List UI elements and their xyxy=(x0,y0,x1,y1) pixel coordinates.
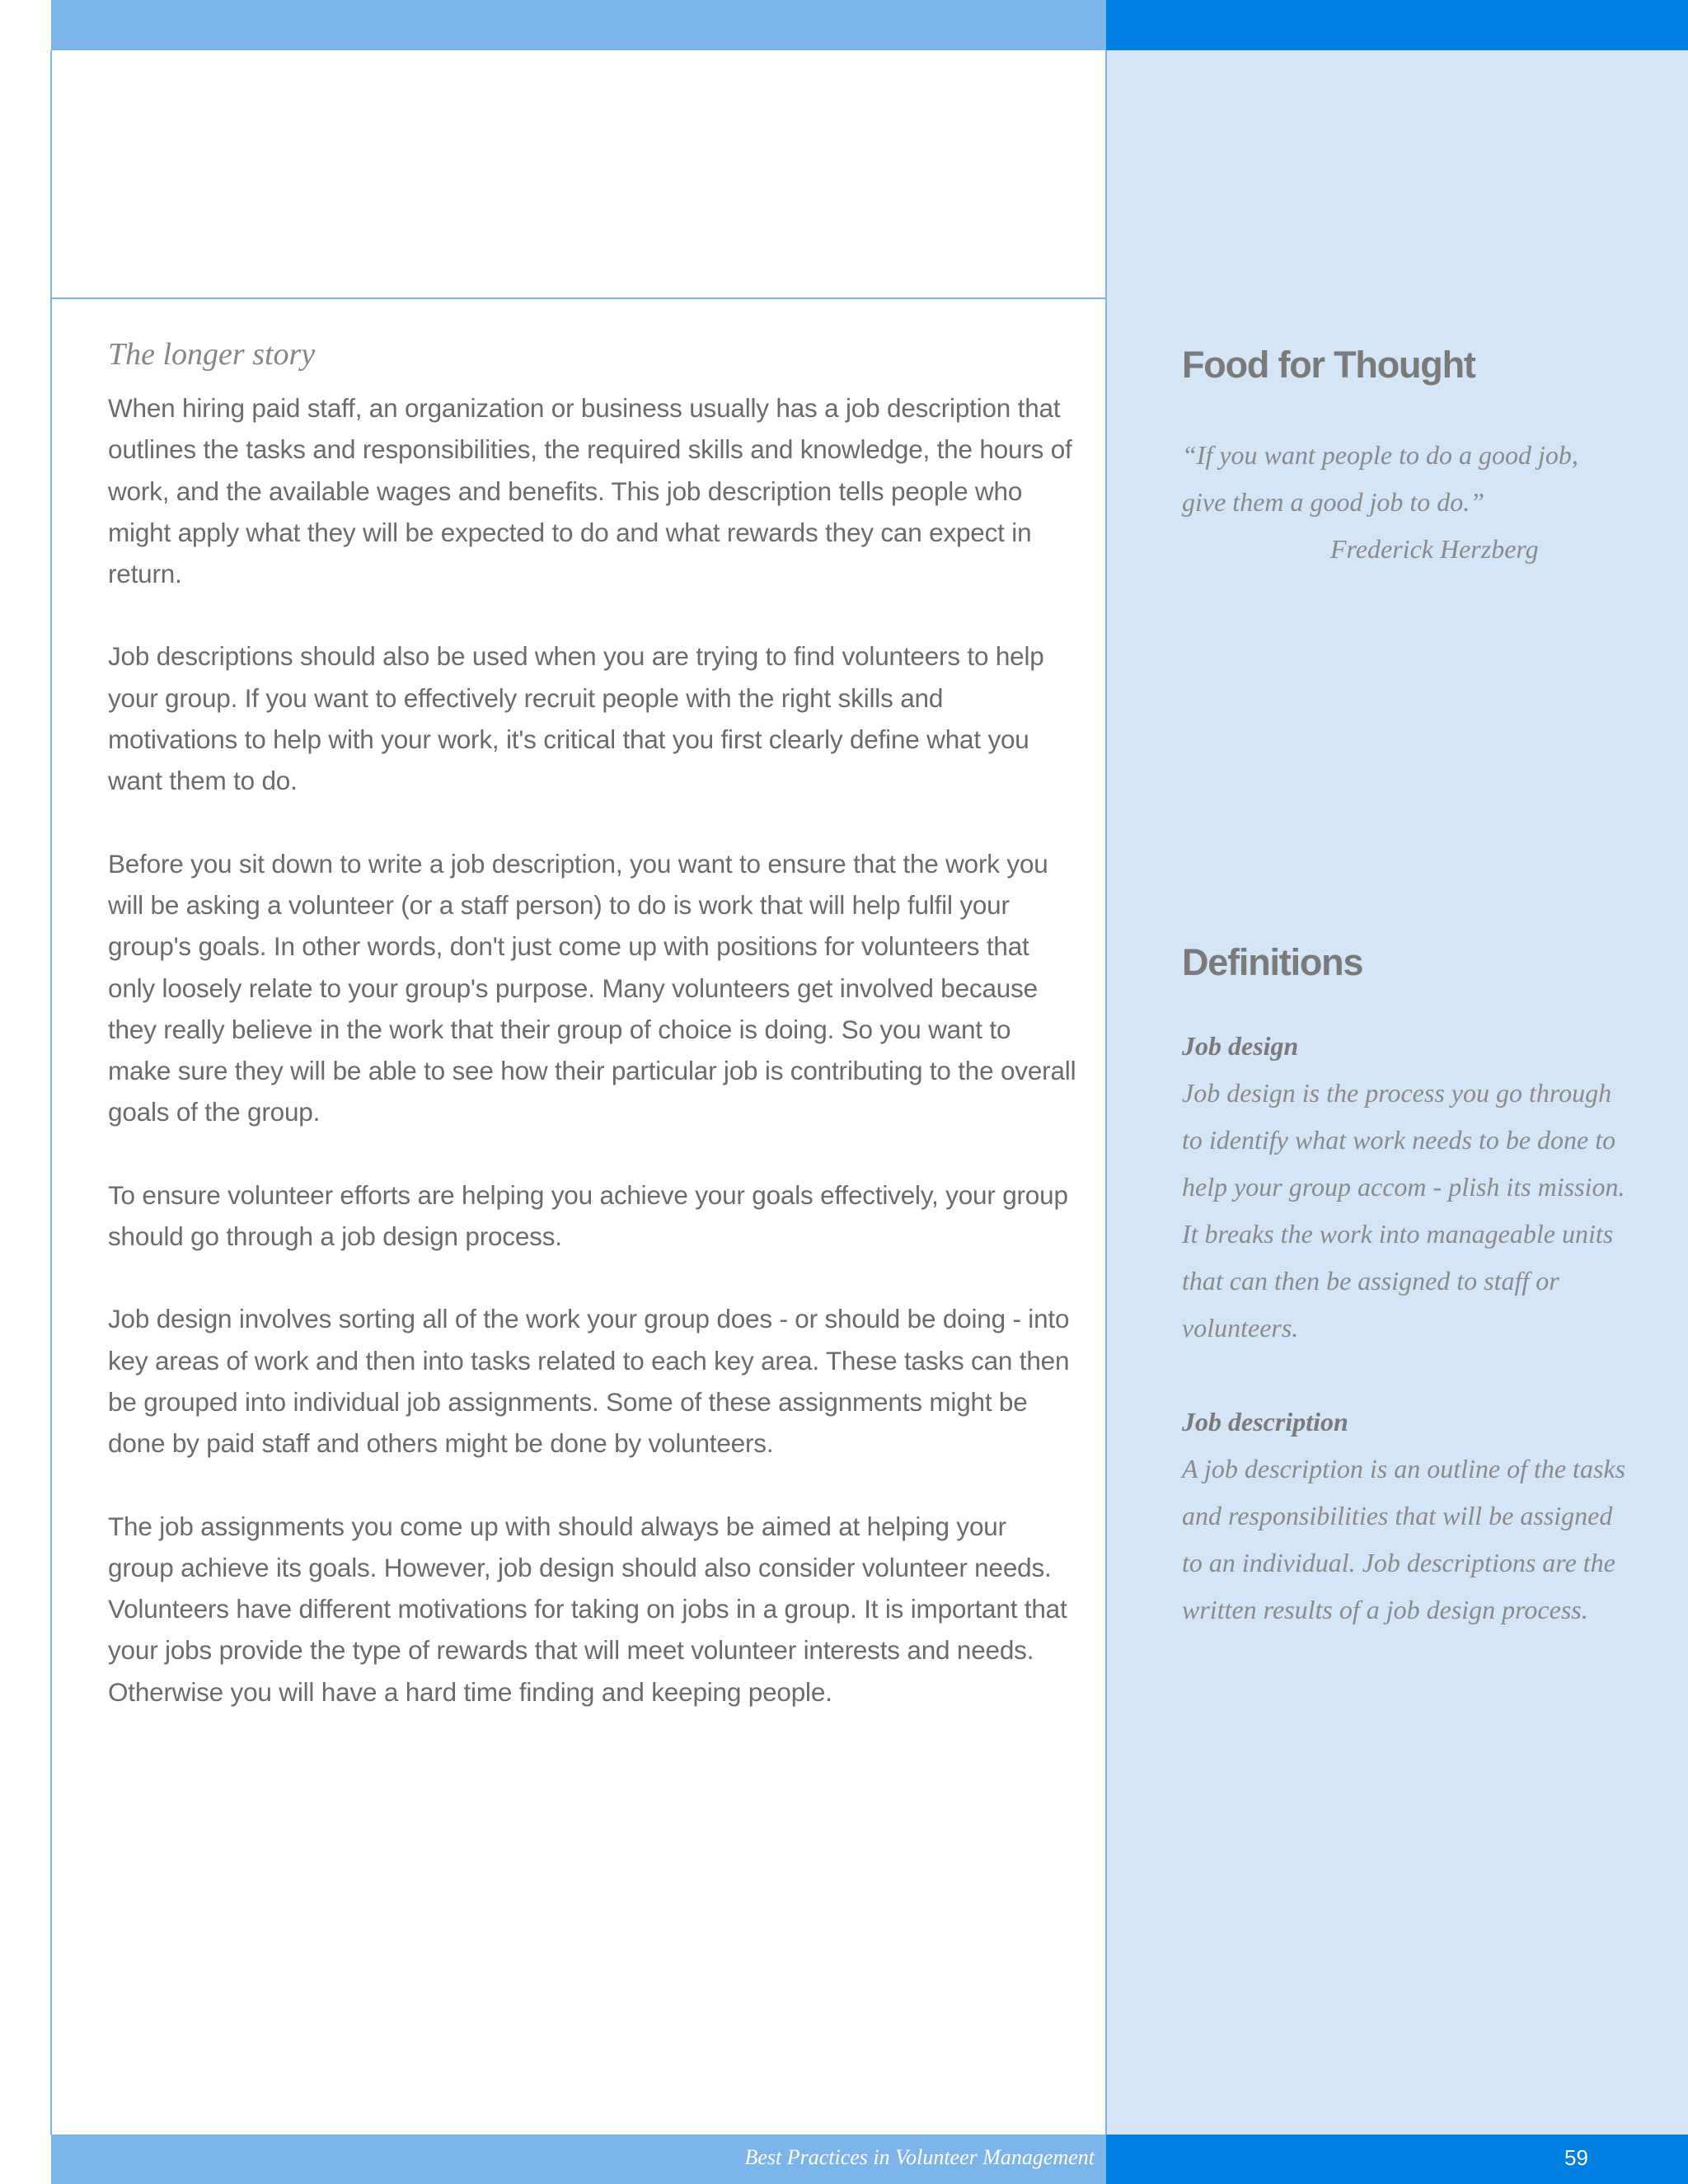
definition-text: A job description is an outline of the tasks and responsibilities that will be assigned to an individual. Job descriptions are the written results of a job design process. xyxy=(1182,1454,1626,1624)
paragraph: When hiring paid staff, an organization or business usually has a job description that outlines the tasks and responsibilities, the required skills and knowledge, the hours of work, and the available wages and benefits. This job description tells people who might apply what they will be expected to do and what rewards they can expect in return. xyxy=(108,393,1072,589)
definition-term: Job design xyxy=(1182,1031,1299,1061)
top-bar-right xyxy=(1106,0,1688,50)
food-for-thought xyxy=(1182,344,1631,573)
footer-title: Best Practices in Volunteer Management xyxy=(744,2145,1095,2169)
definition-text: Job design is the process you go through to identify what work needs to be done to help your group accom - plish its mission. It breaks the work into manageable units that can then be assigned to staff or volunteers. xyxy=(1182,1078,1625,1343)
main-content xyxy=(108,336,1076,1754)
section-heading: The longer story xyxy=(108,337,316,372)
column-divider xyxy=(1105,50,1107,2135)
definitions-heading: Definitions xyxy=(1182,941,1363,983)
paragraph: To ensure volunteer efforts are helping you achieve your goals effectively, your group should go through a job design process. xyxy=(108,1179,1068,1252)
quote-attribution: Frederick Herzberg xyxy=(1330,534,1539,564)
quote-line: give them a good job to do.” xyxy=(1182,487,1485,517)
left-border-rule xyxy=(50,50,52,2135)
header-divider xyxy=(51,298,1106,299)
paragraph: Before you sit down to write a job description, you want to ensure that the work you will be asking a volunteer (or a staff person) to do is work that will help fulfil your group's goals. In other words, don't just come up with positions for volunteers that only loosely relate to your group's purpose. Many volunteers get involved because they really believe in the work that their group of choice is doing. So you want to make sure they will be able to see how their particular job is contributing to the overall goals of the group. xyxy=(108,848,1076,1127)
paragraph: Job design involves sorting all of the work your group does - or should be doing - into key areas of work and then into tasks related to each key area. These tasks can then be grouped into individual job assignments. Some of these assignments might be done by paid staff and others might be done by volunteers. xyxy=(108,1304,1070,1459)
quote-line: “If you want people to do a good job, xyxy=(1182,440,1578,470)
definitions xyxy=(1182,941,1631,1680)
top-bar-left xyxy=(51,0,1106,50)
footer-bar-right xyxy=(1106,2135,1688,2184)
food-for-thought-heading: Food for Thought xyxy=(1182,344,1475,386)
page-number: 59 xyxy=(1564,2145,1588,2170)
paragraph: The job assignments you come up with should always be aimed at helping your group achieve its goals. However, job design should also consider volunteer needs. Volunteers have different motivations for taking on jobs in a group. It is important that your jobs provide the type of rewards that will meet volunteer interests and needs. Otherwise you will have a hard time finding and keeping people. xyxy=(108,1511,1067,1707)
paragraph: Job descriptions should also be used when you are trying to find volunteers to help your group. If you want to effectively recruit people with the right skills and motivations to help with your work, it's critical that you first clearly define what you want them to do. xyxy=(108,641,1044,796)
definition-term: Job description xyxy=(1182,1407,1348,1436)
